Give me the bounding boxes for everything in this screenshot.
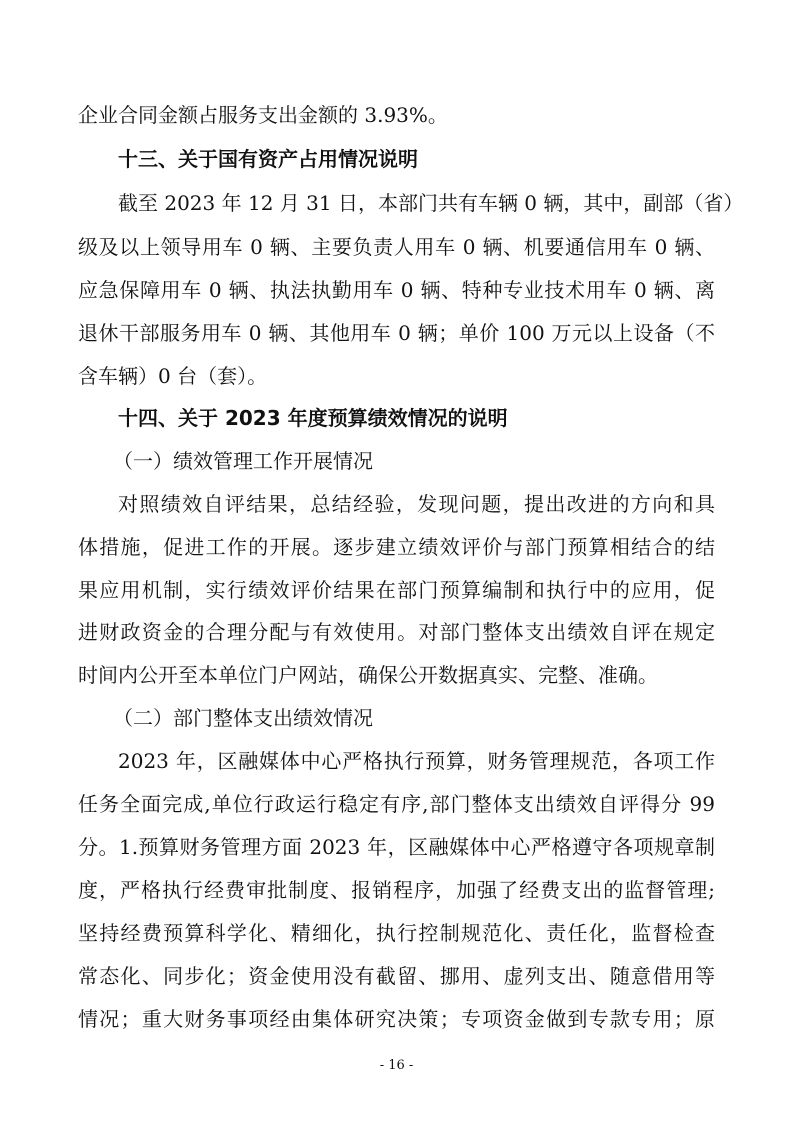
subsection-heading-2: （二）部门整体支出绩效情况 xyxy=(113,706,373,730)
subsection-heading-1: （一）绩效管理工作开展情况 xyxy=(113,449,373,473)
paragraph-line: 常态化、同步化；资金使用没有截留、挪用、虚列支出、随意借用等 xyxy=(78,964,715,988)
section-heading-13: 十三、关于国有资产占用情况说明 xyxy=(118,147,418,171)
paragraph-line: 进财政资金的合理分配与有效使用。对部门整体支出绩效自评在规定 xyxy=(78,620,715,644)
page-number: - 16 - xyxy=(379,1058,414,1073)
paragraph-line: 时间内公开至本单位门户网站，确保公开数据真实、完整、准确。 xyxy=(78,663,658,687)
paragraph-line: 级及以上领导用车 0 辆、主要负责人用车 0 辆、机要通信用车 0 辆、 xyxy=(78,235,715,259)
paragraph-line: 含车辆）0 台（套）。 xyxy=(78,364,268,388)
paragraph-line: 体措施，促进工作的开展。逐步建立绩效评价与部门预算相结合的结 xyxy=(78,535,715,559)
paragraph-line: 分。1.预算财务管理方面 2023 年，区融媒体中心严格遵守各项规章制 xyxy=(78,835,715,859)
paragraph-line: 任务全面完成,单位行政运行稳定有序,部门整体支出绩效自评得分 99 xyxy=(78,792,715,816)
paragraph-line: 度，严格执行经费审批制度、报销程序，加强了经费支出的监督管理; xyxy=(78,878,715,902)
paragraph-line: 情况；重大财务事项经由集体研究决策；专项资金做到专款专用；原 xyxy=(78,1007,715,1031)
section-heading-14: 十四、关于 2023 年度预算绩效情况的说明 xyxy=(118,406,508,430)
paragraph-line: 企业合同金额占服务支出金额的 3.93%。 xyxy=(78,103,448,127)
paragraph-line: 截至 2023 年 12 月 31 日，本部门共有车辆 0 辆，其中，副部（省） xyxy=(118,191,744,215)
paragraph-line: 退休干部服务用车 0 辆、其他用车 0 辆；单价 100 万元以上设备（不 xyxy=(78,321,715,345)
paragraph-line: 对照绩效自评结果，总结经验，发现问题，提出改进的方向和具 xyxy=(118,492,715,516)
paragraph-line: 应急保障用车 0 辆、执法执勤用车 0 辆、特种专业技术用车 0 辆、离 xyxy=(78,278,715,302)
paragraph-line: 2023 年，区融媒体中心严格执行预算，财务管理规范，各项工作 xyxy=(118,749,715,773)
paragraph-line: 果应用机制，实行绩效评价结果在部门预算编制和执行中的应用，促 xyxy=(78,578,715,602)
paragraph-line: 坚持经费预算科学化、精细化，执行控制规范化、责任化，监督检查 xyxy=(78,921,715,945)
